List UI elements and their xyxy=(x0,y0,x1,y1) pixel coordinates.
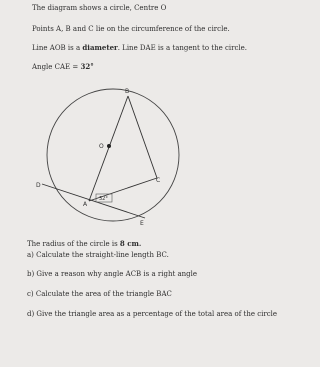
angle-statement-pre: Angle CAE = xyxy=(32,63,81,71)
label-b: B xyxy=(125,88,130,95)
radius-pre: The radius of the circle is xyxy=(27,240,120,248)
angle-value: 32 xyxy=(80,62,91,71)
diameter-term: diameter xyxy=(82,43,118,52)
label-c: C xyxy=(156,177,161,184)
question-d: d) Give the triangle area as a percentage of the total area of the circle xyxy=(27,310,278,318)
diameter-ab xyxy=(89,96,128,201)
question-b: b) Give a reason why angle ACB is a right angle xyxy=(27,270,198,278)
chord-bc xyxy=(128,96,157,178)
intro-line-2: Points A, B and C lie on the circumference of the circle. xyxy=(32,25,230,33)
intro-line-3-post: . Line DAE is a tangent to the circle. xyxy=(117,44,248,52)
label-d: D xyxy=(36,182,41,189)
circle xyxy=(47,89,179,221)
label-e: E xyxy=(140,220,144,227)
question-c: c) Calculate the area of the triangle BAC xyxy=(27,290,172,298)
intro-line-3-pre: Line AOB is a xyxy=(32,44,83,52)
intro-line-1: The diagram shows a circle, Centre O xyxy=(32,4,167,12)
label-o: O xyxy=(99,143,104,150)
label-a: A xyxy=(83,201,88,208)
angle-degree-sign: ° xyxy=(90,62,94,71)
question-a: a) Calculate the straight-line length BC. xyxy=(27,251,169,259)
radius-value: 8 cm. xyxy=(119,239,142,248)
radius-statement xyxy=(27,239,141,249)
angle-label: 32° xyxy=(99,196,108,202)
centre-point xyxy=(107,144,111,148)
